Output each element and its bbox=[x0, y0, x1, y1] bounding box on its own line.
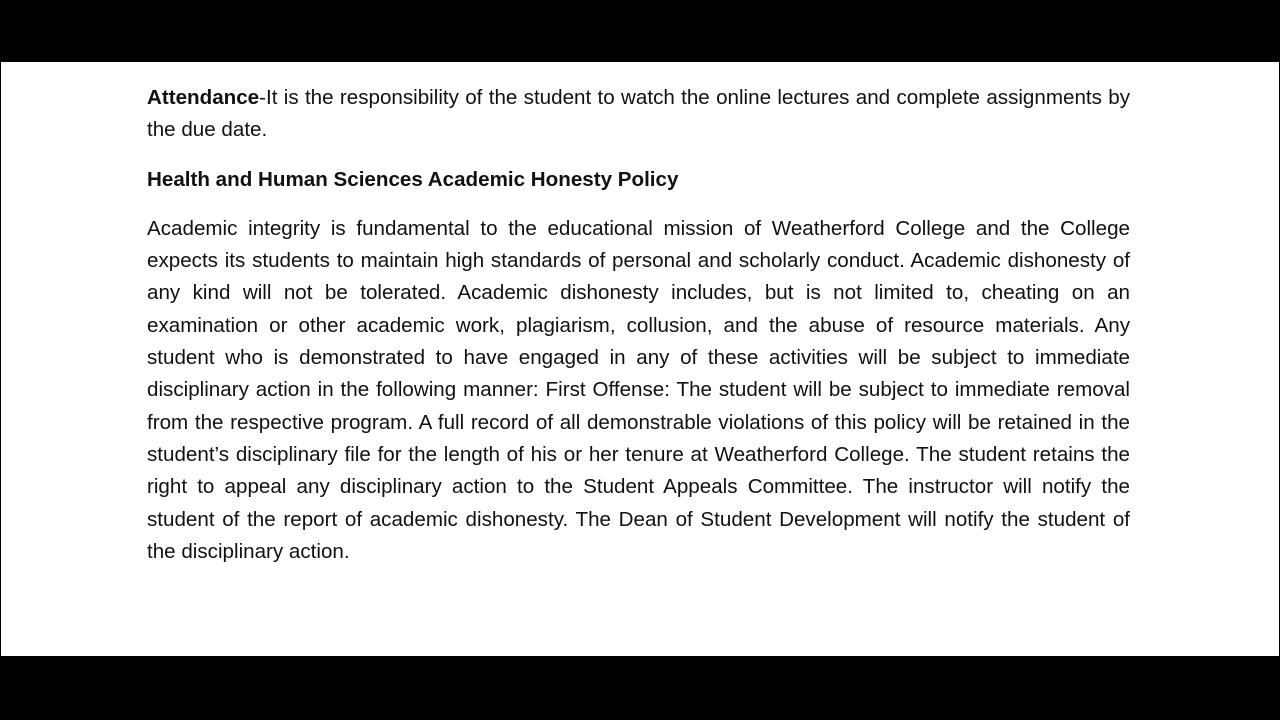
document-page bbox=[1, 62, 1279, 656]
policy-heading: Health and Human Sciences Academic Honesty Policy bbox=[147, 167, 679, 191]
document-content bbox=[147, 82, 1130, 568]
attendance-paragraph bbox=[147, 82, 1130, 147]
attendance-label: Attendance bbox=[147, 86, 260, 109]
policy-body: Academic integrity is fundamental to the educational mission of Weatherford College and the College expects its students to maintain high standards of personal and scholarly conduct. Academic dishonesty of any kind will not be tolerated. Academic dishonesty includes, but is not limited to, cheating on an examination or other academic work, plagiarism, collusion, and the abuse of resource materials. Any student who is demonstrated to have engaged in any of these activities will be subject to immediate disciplinary action in the following manner: First Offense: The student will be subject to immediate removal from the respective program. A full record of all demonstrable violations of this policy will be retained in the student’s disciplinary file for the length of his or her tenure at Weatherford College. The student retains the right to appeal any disciplinary action to the Student Appeals Committee. The instructor will notify the student of the report of academic dishonesty. The Dean of Student Development will notify the student of the disciplinary action. bbox=[147, 216, 1130, 563]
attendance-text: -It is the responsibility of the student to watch the online lectures and complete assignments by the due date. bbox=[147, 86, 1130, 142]
